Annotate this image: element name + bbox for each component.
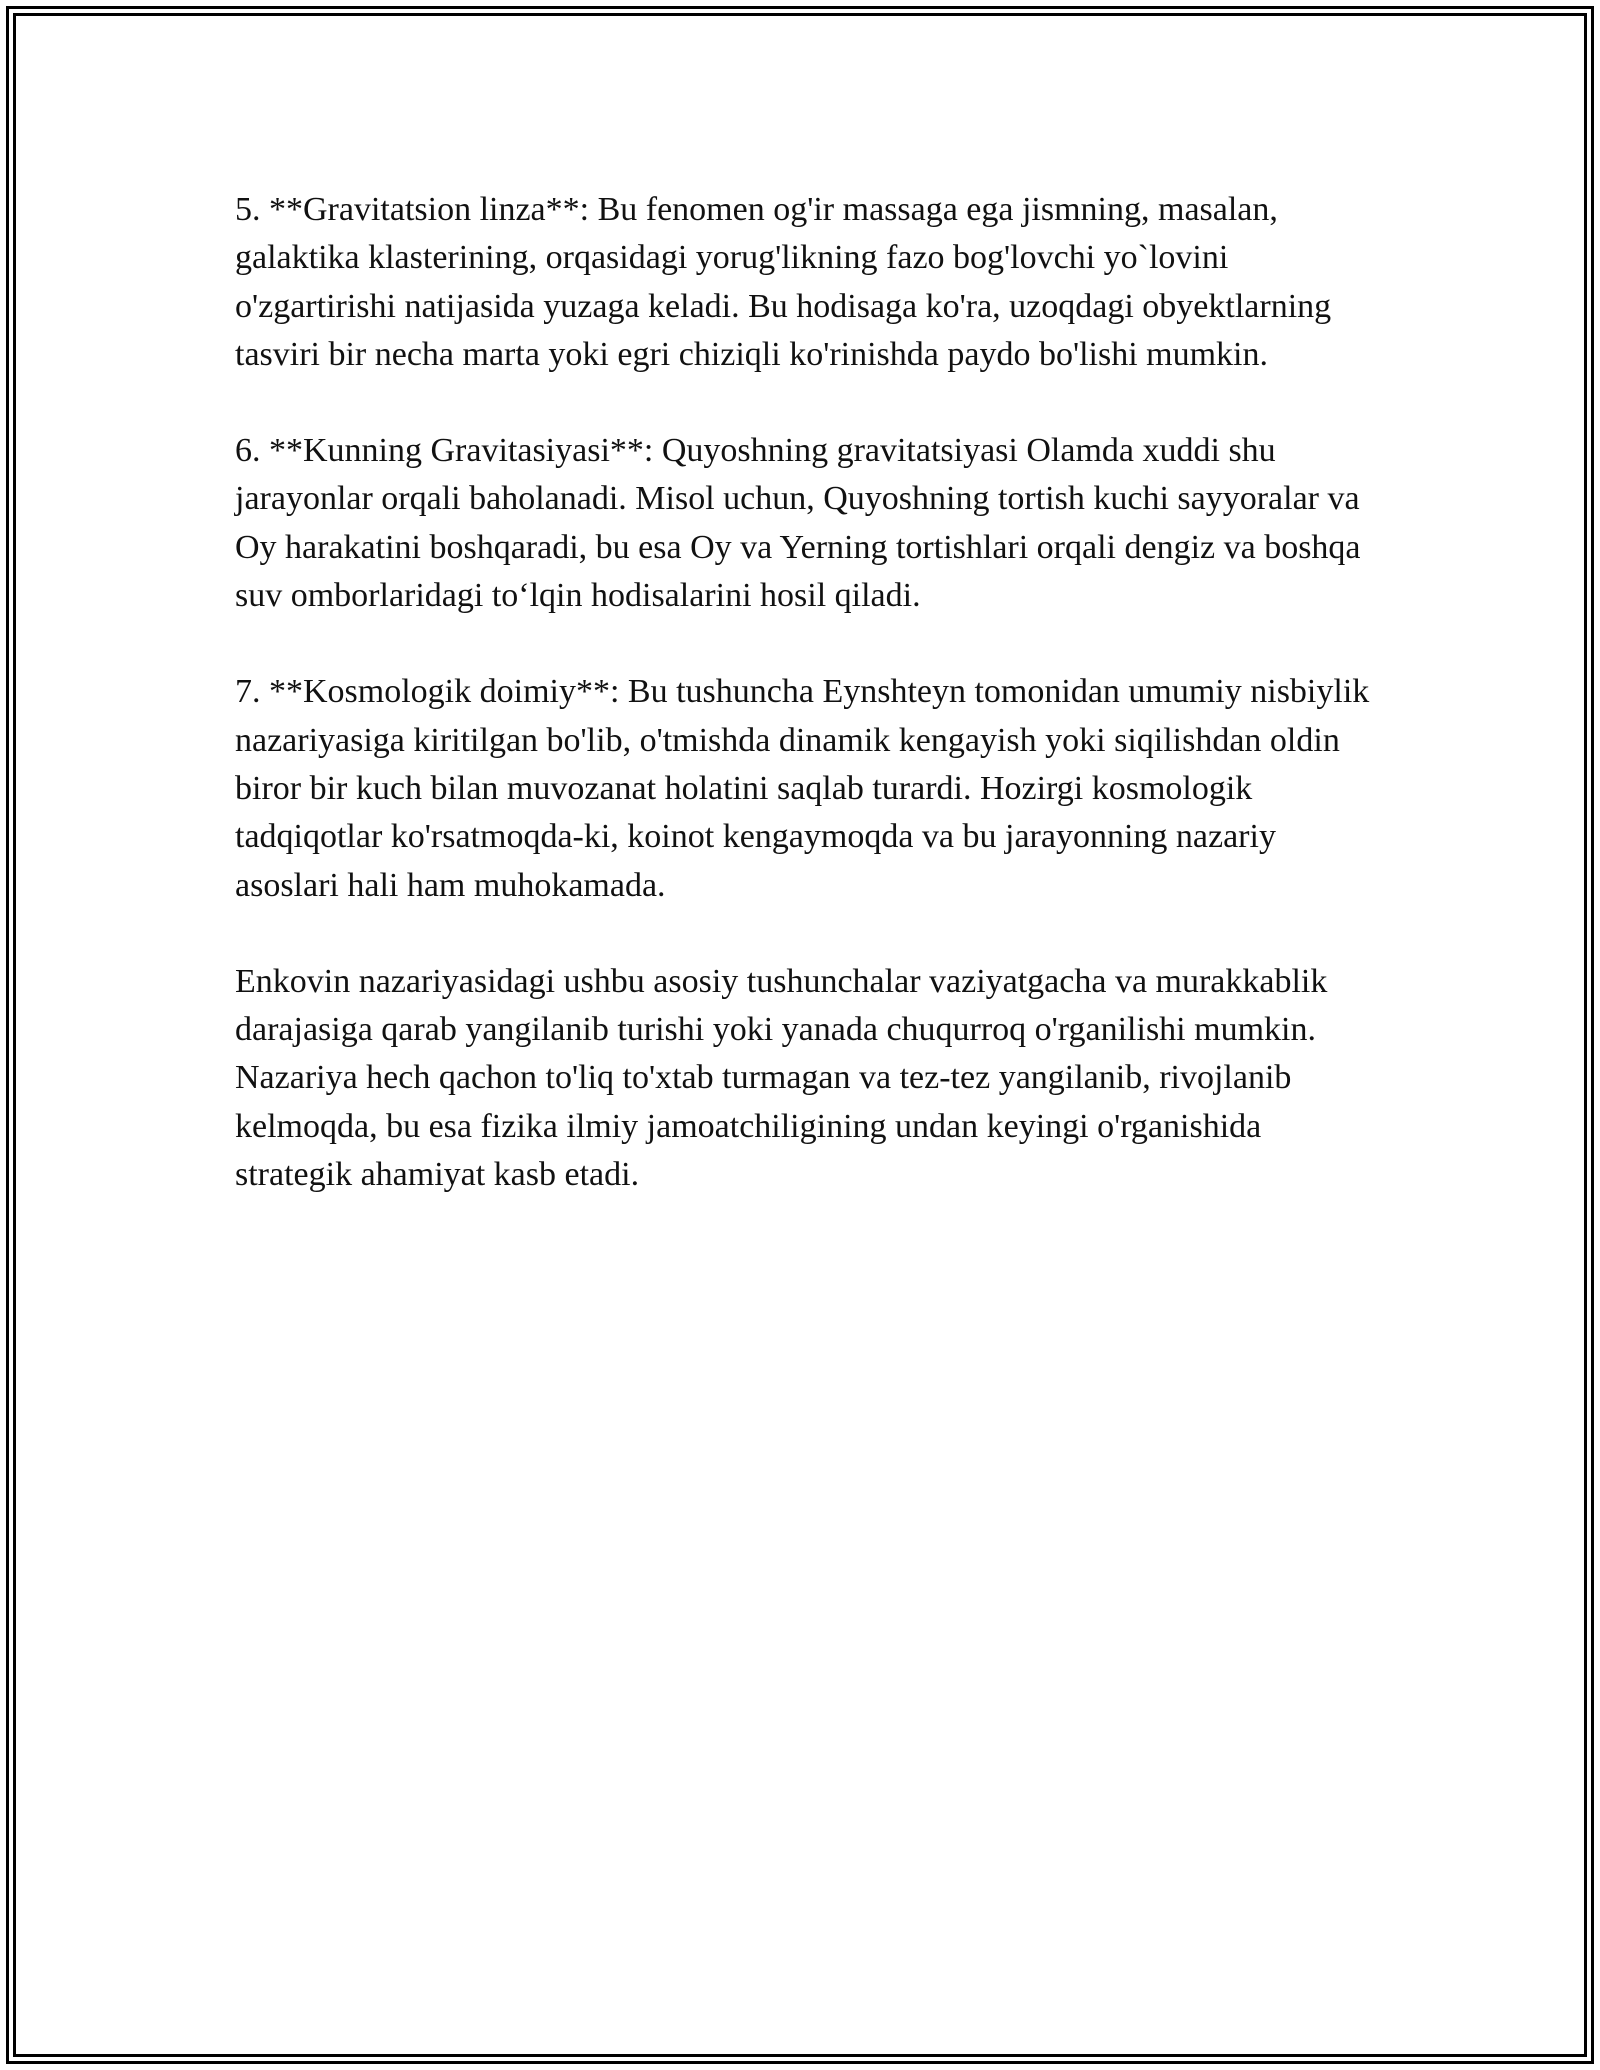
paragraph-item-7: 7. **Kosmologik doimiy**: Bu tushuncha Eynshteyn tomonidan umumiy nisbiylik nazariyasiga kiritilgan bo'lib, o'tmishda dinamik kengayish yoki siqilishdan oldin biror bir kuch bilan muvozanat holatini saqlab turardi. Hozirgi kosmologik tadqiqotlar ko'rsatmoqda-ki, koinot kengaymoqda va bu jarayonning nazariy asoslari hali ham muhokamada.: [235, 673, 1370, 904]
paragraph-item-6: 6. **Kunning Gravitasiyasi**: Quyoshning gravitatsiyasi Olamda xuddi shu jarayonlar orqali baholanadi. Misol uchun, Quyoshning tortish kuchi sayyoralar va Oy harakatini boshqaradi, bu esa Oy va Yerning tortishlari orqali dengiz va boshqa suv omborlaridagi to‘lqin hodisalarini hosil qiladi.: [235, 432, 1361, 615]
paragraph-conclusion: Enkovin nazariyasidagi ushbu asosiy tushunchalar vaziyatgacha va murakkablik darajasiga qarab yangilanib turishi yoki yanada chuqurroq o'rganilishi mumkin. Nazariya hech qachon to'liq to'xtab turmagan va tez-tez yangilanib, rivojlanib kelmoqda, bu esa fizika ilmiy jamoatchiligining undan keyingi o'rganishida strategik ahamiyat kasb etadi.: [235, 962, 1328, 1194]
paragraph-item-5: 5. **Gravitatsion linza**: Bu fenomen og'ir massaga ega jismning, masalan, galaktika klasterining, orqasidagi yorug'likning fazo bog'lovchi yo`lovini o'zgartirishi natijasida yuzaga keladi. Bu hodisaga ko'ra, uzoqdagi obyektlarning tasviri bir necha marta yoki egri chiziqli ko'rinishda paydo bo'lishi mumkin.: [235, 191, 1332, 373]
document-body: [235, 186, 1385, 1247]
